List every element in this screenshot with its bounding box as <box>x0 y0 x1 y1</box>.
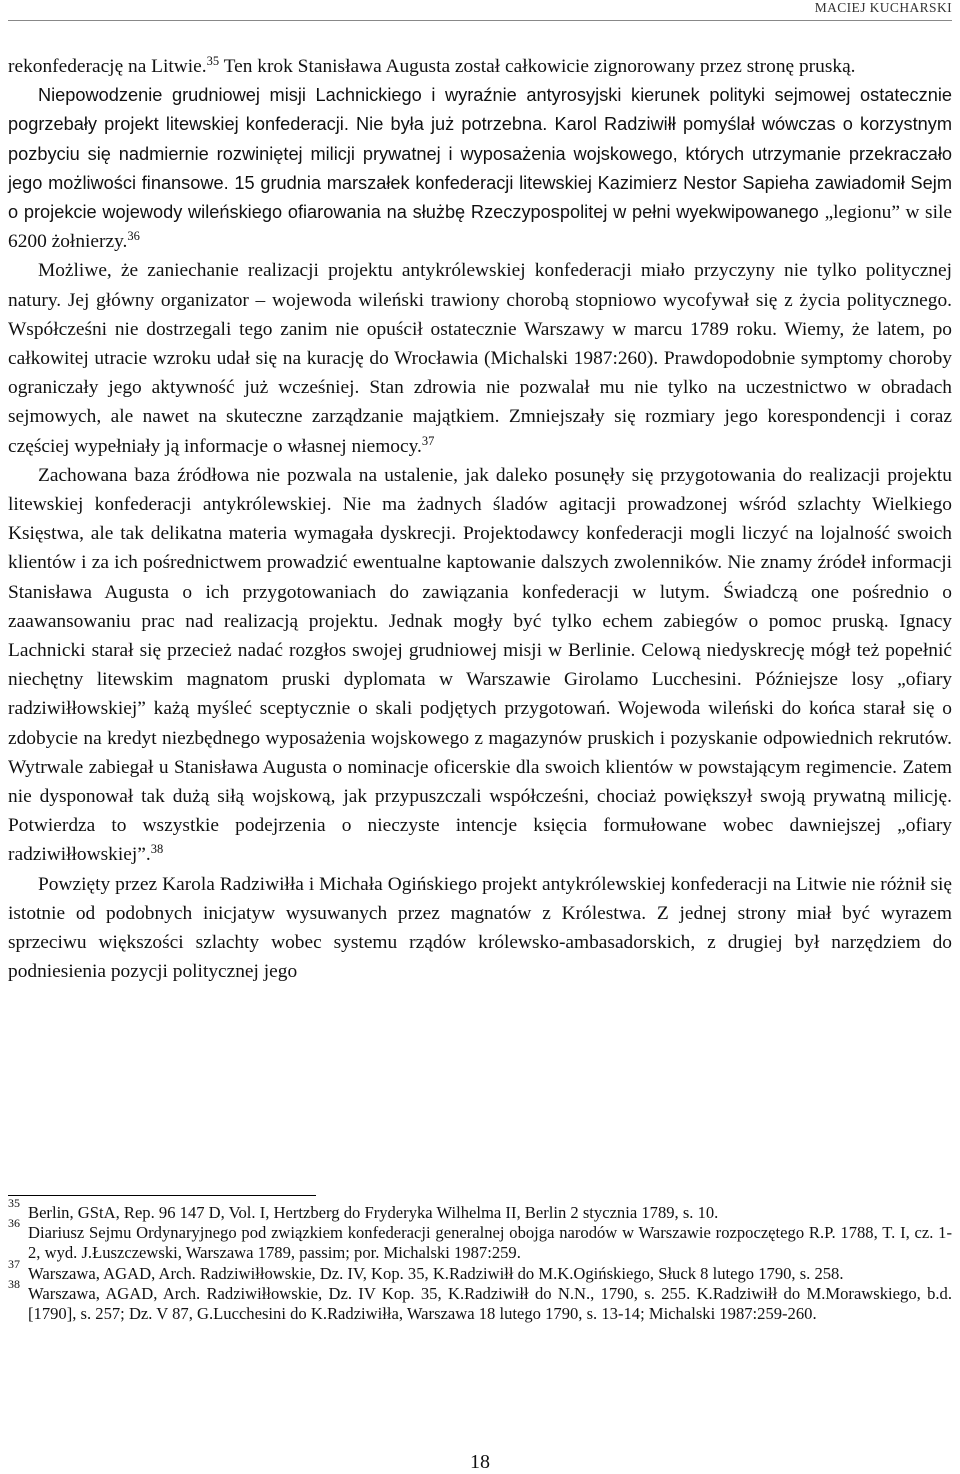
footnote-text: Warszawa, AGAD, Arch. Radziwiłłowskie, Dz. IV Kop. 35, K.Radziwiłł do N.N., 1790, s. 255. K.Radziwiłł do M.Morawskiego, b.d. [1790], s. 257; Dz. V 87, G.Lucchesini do K.Radziwiłła, Warszawa 18 lutego 1790, s. 13-14; Michalski 1987:259-260. <box>28 1283 952 1324</box>
page-number: 18 <box>470 1451 490 1473</box>
paragraph <box>8 52 952 81</box>
header-author: MACIEJ KUCHARSKI <box>814 0 952 15</box>
running-header <box>8 0 952 21</box>
text-run: „legionu” w sile 6200 żołnierzy. <box>8 202 952 253</box>
paragraph <box>8 870 952 987</box>
footnote-text: Warszawa, AGAD, Arch. Radziwiłłowskie, Dz. IV, Kop. 35, K.Radziwiłł do M.K.Ogińskiego, Słuck 8 lutego 1790, s. 258. <box>28 1263 844 1283</box>
footnote-ref: 38 <box>150 842 164 857</box>
paragraph <box>8 81 952 256</box>
text-run: Ten krok Stanisława Augusta został całkowicie zignorowany przez stronę pruską. <box>219 56 856 77</box>
text-run: rekonfederację na Litwie. <box>8 56 207 77</box>
footnote-ref: 35 <box>206 54 220 69</box>
footnote-ref: 37 <box>421 433 435 448</box>
footnote <box>8 1196 952 1223</box>
footnote <box>8 1256 952 1284</box>
text-run: Niepowodzenie grudniowej misji Lachnickiego i wyraźnie antyrosyjski kierunek polityki sejmowej ostatecznie pogrzebały projekt litewskiej konfederacji. Nie była już potrzebna. Karol Radziwiłł pomyślał wówczas o korzystnym pozbyciu się nadmiernie rozwiniętej milicji prywatnej i wyposażenia wojskowego, których utrzymanie przekraczało jego możliwości finansowe. 15 grudnia marszałek konfederacji litewskiej Kazimierz Nestor Sapieha zawiadomił Sejm o projekcie wojewody wileńskiego ofiarowania na służbę Rzeczypospolitej w pełni wyekwipowanego <box>8 85 952 223</box>
text-run: Możliwe, że zaniechanie realizacji projektu antykrólewskiej konfederacji miało przyczyny nie tylko politycznej natury. Jej główny organizator – wojewoda wileński trawiony chorobą stopniowo wycofywał się z życia politycznego. Współcześni nie dostrzegali tego zanim nie opuścił ostatecznie Warszawy w marcu 1789 roku. Wiemy, że latem, po całkowitej utracie wzroku udał się na kurację do Wrocławia (Michalski 1987:260). Prawdopodobnie symptomy choroby ograniczały jego aktywność już wcześniej. Stan zdrowia nie pozwalał mu nie tylko na uczestnictwo w obradach sejmowych, ale nawet na skuteczne zarządzanie majątkiem. Zmniejszały się rozmiary jego korespondencji i coraz częściej wypełniały ją informacje o własnej niemocy. <box>8 260 952 457</box>
footnotes <box>8 1196 952 1324</box>
paragraph <box>8 256 952 460</box>
footnote-number: 37 <box>8 1256 20 1271</box>
footnote-ref: 36 <box>127 229 140 244</box>
footnote-number: 35 <box>8 1196 20 1210</box>
footnote-text: Diariusz Sejmu Ordynaryjnego pod związkiem konfederacji generalnej obojga narodów w Warszawie rozpoczętego R.P. 1788, T. I, cz. 1-2, wyd. J.Łuszczewski, Warszawa 1789, passim; por. Michalski 1987:259. <box>28 1223 952 1263</box>
footnote-number: 38 <box>8 1276 20 1291</box>
footnote <box>8 1276 952 1324</box>
footnote <box>8 1216 952 1263</box>
paragraph <box>8 461 952 870</box>
footnote-separator <box>8 1195 316 1196</box>
text-run: Powzięty przez Karola Radziwiłła i Michała Ogińskiego projekt antykrólewskiej konfederacji na Litwie nie różnił się istotnie od podobnych inicjatyw wysuwanych przez magnatów z Królestwa. Z jednej strony miał być wyrazem sprzeciwu większości szlachty wobec systemu rządów królewsko-ambasadorskich, z drugiej był narzędziem do podniesienia pozycji politycznej jego <box>8 873 952 983</box>
footnote-number: 36 <box>8 1216 20 1231</box>
text-run: Zachowana baza źródłowa nie pozwala na ustalenie, jak daleko posunęły się przygotowania do realizacji projektu litewskiej konfederacji antykrólewskiej. Nie ma żadnych śladów agitacji prowadzonej wśród szlachty Wielkiego Księstwa, ale tak delikatna materia wymagała dyskrecji. Projektodawcy konfederacji mogli liczyć na lojalność swoich klientów i za ich pośrednictwem prowadzić ewentualne kaptowanie dalszych zwolenników. Nie znamy źródeł informacji Stanisława Augusta o ich przygotowaniach do zawiązania konfederacji w lutym. Świadczą one pośrednio o zaawansowaniu prac nad realizacją projektu. Jednak mogły być tylko echem zabiegów o pomoc pruską. Ignacy Lachnicki starał się przecież nadać rozgłos swojej grudniowej misji w Berlinie. Celową niedyskrecję mógł też popełnić niechętny litewskim magnatom pruski dyplomata w Warszawie Girolamo Lucchesini. Późniejsze losy „ofiary radziwiłłowskiej” każą myśleć sceptycznie o skali podjętych przygotowań. Wojewoda wileński do końca starał się o zdobycie na kredyt niezbędnego wyposażenia wojskowego z magazynów pruskich i pozyskanie odpowiednich rekrutów. Wytrwale zabiegał u Stanisława Augusta o nominacje oficerskie dla swoich klientów w powstającym regimencie. Zatem nie dysponował tak dużą siłą wojskową, jak przypuszczali współcześni, chociaż powiększył swoją prywatną milicję. Potwierdza to wszystkie podejrzenia o nieczyste intencje księcia formułowane wobec dawniejszej „ofiary radziwiłłowskiej”. <box>8 464 952 866</box>
footnote-text: Berlin, GStA, Rep. 96 147 D, Vol. I, Hertzberg do Fryderyka Wilhelma II, Berlin 2 stycznia 1789, s. 10. <box>28 1203 719 1222</box>
body-text <box>8 52 952 987</box>
